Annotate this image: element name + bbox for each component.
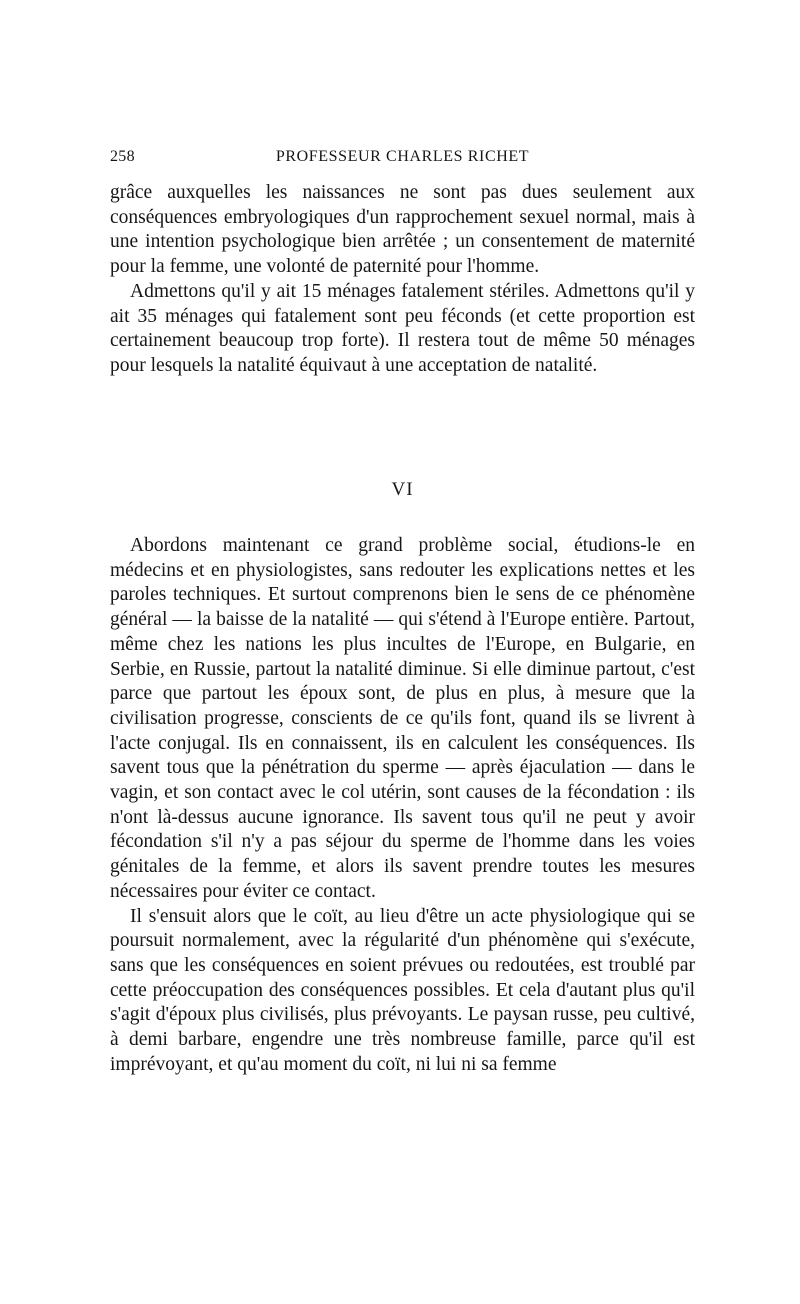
paragraph: Abordons maintenant ce grand problème social, étudions-le en médecins et en physiologistes, sans redouter les explications nettes et les paroles techniques. Et surtout comprenons bien le sens de ce phénomène général — la baisse de la natalité — qui s'étend à l'Europe entière. Partout, même chez les nations les plus incultes de l'Europe, en Bulgarie, en Serbie, en Russie, partout la natalité diminue. Si elle diminue partout, c'est parce que partout les époux sont, de plus en plus, à mesure que la civilisation progresse, conscients de ce qu'ils font, quand ils se livrent à l'acte conjugal. Ils en connaissent, ils en calculent les conséquences. Ils savent tous que la pénétration du sperme — après éjaculation — dans le vagin, et son contact avec le col utérin, sont causes de la fécondation : ils n'ont là-dessus aucune ignorance. Ils savent tous qu'il ne peut y avoir fécondation s'il n'y a pas séjour du sperme de l'homme dans les voies génitales de la femme, et alors ils savent prendre toutes les mesures nécessaires pour éviter ce contact.	[110, 535, 695, 902]
page-number: 258	[110, 148, 135, 165]
paragraph: Il s'ensuit alors que le coït, au lieu d'être un acte physiologique qui se poursuit normalement, avec la régularité d'un phénomène qui s'exécute, sans que les conséquences en soient prévues ou redoutées, est troublé par cette préoccupation des conséquences possibles. Et cela d'autant plus qu'il s'agit d'époux plus civilisés, plus prévoyants. Le paysan russe, peu cultivé, à demi barbare, engendre une très nombreuse famille, parce qu'il est imprévoyant, et qu'au moment du coït, ni lui ni sa femme	[110, 905, 695, 1075]
section-heading: VI	[391, 479, 414, 500]
text-block-before-section	[110, 181, 695, 379]
running-header	[110, 148, 695, 170]
running-title: PROFESSEUR CHARLES RICHET	[275, 148, 530, 165]
paragraph: grâce auxquelles les naissances ne sont pas dues seulement aux conséquences embryologiques d'un rapprochement sexuel normal, mais à une intention psychologique bien arrêtée ; un consentement de maternité pour la femme, une volonté de paternité pour l'homme.	[110, 182, 695, 278]
paragraph: Admettons qu'il y ait 15 ménages fatalement stériles. Admettons qu'il y ait 35 ménages qui fatalement sont peu féconds (et cette proportion est certainement beaucoup trop forte). Il restera tout de même 50 ménages pour lesquels la natalité équivaut à une acceptation de natalité.	[110, 280, 695, 376]
text-block-after-section	[110, 534, 695, 1077]
